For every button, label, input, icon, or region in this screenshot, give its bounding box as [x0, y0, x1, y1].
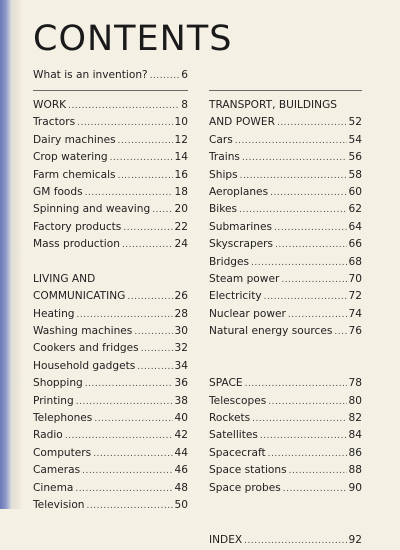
section-heading-page: 8: [181, 99, 188, 111]
section-gap: [33, 254, 188, 271]
contents-entry: [209, 306, 362, 323]
leader-dots: [93, 446, 172, 463]
leader-dots: [94, 411, 172, 428]
entry-label: Household gadgets: [33, 359, 136, 372]
contents-entry: [33, 358, 188, 375]
section-items-work: [33, 114, 188, 253]
entry-label: Heating: [33, 307, 75, 320]
leader-dots: [118, 133, 173, 150]
leader-dots: [270, 185, 346, 202]
leader-dots: [87, 498, 173, 515]
contents-column-right: [209, 97, 362, 549]
section-heading-living: [33, 288, 188, 305]
contents-entry: [209, 480, 362, 497]
leader-dots: [275, 237, 346, 254]
entry-label: GM foods: [33, 185, 83, 198]
leader-dots: [260, 428, 347, 445]
contents-entry: [33, 201, 188, 218]
entry-page: 34: [174, 359, 188, 372]
section-heading-index: [209, 532, 362, 549]
contents-entry: [209, 445, 362, 462]
page-title: CONTENTS: [33, 19, 233, 59]
leader-dots: [334, 324, 346, 341]
leader-dots: [239, 202, 347, 219]
entry-label: Computers: [33, 446, 92, 459]
entry-page: 28: [174, 307, 188, 320]
entry-page: 30: [174, 325, 188, 338]
contents-entry: [33, 497, 188, 514]
entry-page: 68: [348, 255, 362, 268]
entry-label: Shopping: [33, 377, 83, 390]
leader-dots: [65, 428, 173, 445]
entry-page: 10: [174, 116, 188, 129]
leader-dots: [150, 68, 180, 85]
leader-dots: [85, 185, 173, 202]
section-heading-label: COMMUNICATING: [33, 290, 126, 303]
contents-entry: [33, 410, 188, 427]
entry-label: Electricity: [209, 290, 262, 303]
contents-entry: [33, 184, 188, 201]
leader-dots: [274, 220, 346, 237]
leader-dots: [110, 150, 173, 167]
entry-page: 50: [174, 498, 188, 511]
entry-label: Nuclear power: [209, 307, 286, 320]
leader-dots: [240, 168, 347, 185]
section-heading-transport: [209, 114, 362, 131]
entry-page: 14: [174, 151, 188, 164]
page-gutter-shadow: [13, 0, 23, 509]
entry-page: 72: [348, 290, 362, 303]
contents-entry: [209, 149, 362, 166]
section-heading-page: 78: [348, 377, 362, 390]
leader-dots: [77, 115, 172, 132]
entry-page: 46: [174, 464, 188, 477]
entry-page: 88: [348, 464, 362, 477]
leader-dots: [268, 446, 347, 463]
contents-entry: [33, 393, 188, 410]
leader-dots: [289, 463, 347, 480]
entry-page: 40: [174, 412, 188, 425]
entry-label: Spinning and weaving: [33, 203, 151, 216]
entry-page: 66: [348, 238, 362, 251]
contents-entry: [209, 201, 362, 218]
entry-label: Submarines: [209, 220, 273, 233]
section-heading-label: INDEX: [209, 533, 243, 546]
entry-label: Radio: [33, 429, 63, 442]
entry-page: 56: [348, 151, 362, 164]
section-items-transport: [209, 132, 362, 341]
leader-dots: [235, 133, 347, 150]
contents-entry: [33, 132, 188, 149]
section-heading-transport-line1: TRANSPORT, BUILDINGS: [209, 99, 338, 111]
section-heading-label: SPACE: [209, 377, 243, 390]
section-items-space: [209, 393, 362, 497]
leader-dots: [264, 289, 347, 306]
entry-label: Ships: [209, 168, 238, 181]
contents-entry: [33, 149, 188, 166]
entry-page: 18: [174, 185, 188, 198]
leader-dots: [127, 289, 172, 306]
leader-dots: [251, 255, 346, 272]
contents-entry: [33, 375, 188, 392]
leader-dots: [281, 272, 346, 289]
leader-dots: [76, 394, 173, 411]
entry-label: Rockets: [209, 412, 251, 425]
entry-label: Dairy machines: [33, 133, 116, 146]
contents-entry: [33, 219, 188, 236]
section-heading-label: WORK: [33, 99, 67, 111]
entry-page: 6: [181, 69, 188, 81]
section-gap: [209, 340, 362, 357]
contents-entry: [33, 236, 188, 253]
leader-dots: [152, 202, 172, 219]
section-gap: [209, 358, 362, 375]
contents-entry: [33, 445, 188, 462]
section-heading-living-line1: LIVING AND: [33, 272, 96, 285]
entry-label: Space stations: [209, 464, 287, 477]
entry-page: 60: [348, 185, 362, 198]
entry-label: Skyscrapers: [209, 238, 274, 251]
leader-dots: [277, 115, 347, 132]
entry-page: 54: [348, 133, 362, 146]
contents-entry: [209, 462, 362, 479]
entry-page: 76: [348, 325, 362, 338]
section-heading-page: 26: [174, 290, 188, 303]
entry-label: Cars: [209, 133, 233, 146]
leader-dots: [82, 463, 172, 480]
entry-label: Factory products: [33, 220, 122, 233]
leader-dots: [85, 376, 173, 393]
leader-dots: [118, 168, 173, 185]
leader-dots: [242, 150, 347, 167]
contents-entry: [33, 323, 188, 340]
entry-page: 62: [348, 203, 362, 216]
entry-page: 64: [348, 220, 362, 233]
entry-label: Trains: [209, 151, 240, 164]
entry-label: Spacecraft: [209, 446, 266, 459]
contents-entry: [33, 306, 188, 323]
leader-dots: [268, 394, 346, 411]
entry-label: Space probes: [209, 481, 281, 494]
entry-page: 22: [174, 220, 188, 233]
leader-dots: [123, 220, 172, 237]
entry-page: 82: [348, 412, 362, 425]
contents-entry: [33, 340, 188, 357]
contents-entry: [33, 167, 188, 184]
entry-page: 70: [348, 272, 362, 285]
contents-entry: [33, 480, 188, 497]
contents-entry: [209, 393, 362, 410]
leader-dots: [137, 359, 172, 376]
contents-entry: [209, 288, 362, 305]
section-heading-work: [33, 97, 188, 114]
entry-page: 12: [174, 133, 188, 146]
divider-rule-left: [33, 90, 188, 91]
entry-label: Natural energy sources: [209, 325, 333, 338]
entry-label: Cinema: [33, 481, 74, 494]
leader-dots: [75, 481, 172, 498]
leader-dots: [288, 307, 347, 324]
entry-label: Aeroplanes: [209, 185, 269, 198]
intro-entry: [33, 67, 188, 84]
contents-entry: [209, 236, 362, 253]
leader-dots: [134, 324, 172, 341]
entry-page: 74: [348, 307, 362, 320]
entry-page: 58: [348, 168, 362, 181]
entry-label: Mass production: [33, 238, 120, 251]
divider-rule-right: [209, 90, 362, 91]
section-gap: [209, 497, 362, 514]
entry-label: Bridges: [209, 255, 250, 268]
section-heading-page: 52: [348, 116, 362, 129]
entry-label: Tractors: [33, 116, 76, 129]
entry-label: Farm chemicals: [33, 168, 116, 181]
entry-page: 36: [174, 377, 188, 390]
leader-dots: [244, 533, 346, 550]
contents-entry: [33, 427, 188, 444]
contents-column-left: [33, 97, 188, 514]
contents-entry: [209, 219, 362, 236]
book-spine-edge: [0, 0, 13, 509]
entry-label: Television: [33, 498, 85, 511]
leader-dots: [68, 98, 179, 115]
entry-label: Printing: [33, 394, 74, 407]
leader-dots: [283, 481, 347, 498]
entry-label: Telephones: [33, 412, 93, 425]
leader-dots: [252, 411, 346, 428]
contents-entry: [209, 427, 362, 444]
entry-page: 84: [348, 429, 362, 442]
entry-label: What is an invention?: [33, 69, 148, 81]
section-gap: [209, 514, 362, 531]
entry-label: Satellites: [209, 429, 258, 442]
leader-dots: [245, 376, 347, 393]
section-items-living: [33, 306, 188, 515]
entry-label: Cookers and fridges: [33, 342, 139, 355]
contents-entry: [209, 254, 362, 271]
section-heading-space: [209, 375, 362, 392]
section-heading-label: AND POWER: [209, 116, 275, 129]
contents-entry: [209, 184, 362, 201]
contents-entry: [209, 132, 362, 149]
contents-entry: [209, 167, 362, 184]
entry-label: Steam power: [209, 272, 280, 285]
entry-label: Cameras: [33, 464, 81, 477]
entry-label: Washing machines: [33, 325, 133, 338]
section-heading-page: 92: [348, 533, 362, 546]
entry-label: Telescopes: [209, 394, 267, 407]
entry-page: 20: [174, 203, 188, 216]
contents-entry: [33, 114, 188, 131]
entry-page: 24: [174, 238, 188, 251]
contents-entry: [209, 323, 362, 340]
entry-page: 16: [174, 168, 188, 181]
contents-entry: [209, 410, 362, 427]
leader-dots: [77, 307, 173, 324]
entry-label: Crop watering: [33, 151, 108, 164]
entry-page: 38: [174, 394, 188, 407]
leader-dots: [141, 341, 173, 358]
entry-page: 48: [174, 481, 188, 494]
contents-entry: [209, 271, 362, 288]
leader-dots: [122, 237, 173, 254]
entry-page: 90: [348, 481, 362, 494]
contents-entry: [33, 462, 188, 479]
entry-page: 44: [174, 446, 188, 459]
entry-label: Bikes: [209, 203, 238, 216]
entry-page: 42: [174, 429, 188, 442]
entry-page: 80: [348, 394, 362, 407]
entry-page: 86: [348, 446, 362, 459]
entry-page: 32: [174, 342, 188, 355]
